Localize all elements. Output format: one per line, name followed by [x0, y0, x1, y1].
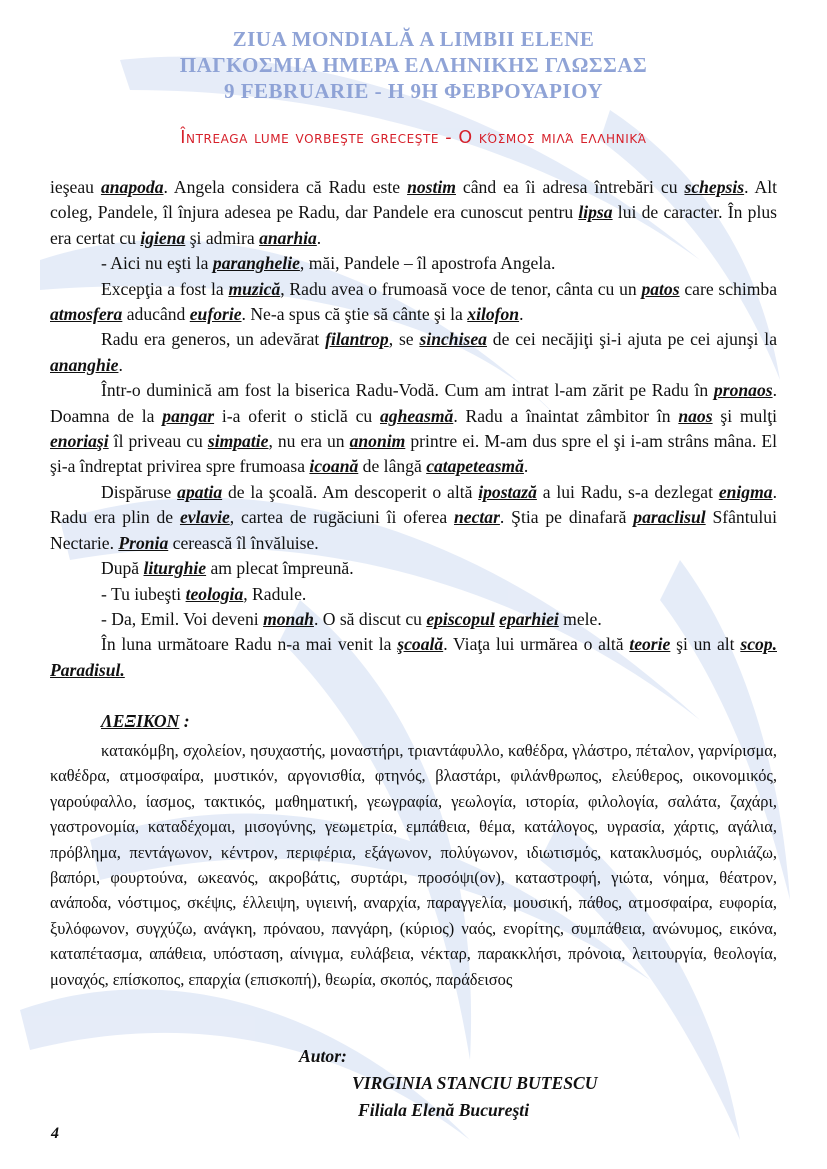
keyword: eparhiei [499, 608, 559, 629]
keyword: teologia [185, 583, 244, 604]
keyword: agheasmă [379, 405, 454, 426]
keyword: sinchisea [419, 329, 487, 350]
keyword: atmosfera [50, 304, 123, 325]
paragraph-3: Excepţia a fost la muzică, Radu avea o frumoasă voce de tenor, cânta cu un patos care schimba atmosfera aducând euforie. Ne-a spus că ştie să cânte şi la xilofon. [50, 278, 778, 325]
keyword: nectar [453, 507, 500, 528]
keyword: scop. [740, 634, 777, 655]
header-title-gr: ΠΑΓΚΟΣΜΙΑ ΗΜΕΡΑ ΕΛΛΗΝΙΚΗΣ ΓΛΩΣΣΑΣ [179, 53, 648, 77]
keyword: Paradisul. [50, 659, 125, 680]
keyword: patos [641, 278, 680, 299]
keyword: filantrop [325, 329, 389, 350]
story-body [50, 175, 777, 683]
page-number: 4 [51, 1125, 59, 1142]
paragraph-9: - Da, Emil. Voi deveni monah. O să discut cu episcopul eparhiei mele. [101, 608, 602, 629]
keyword: catapeteasmă [426, 456, 524, 477]
author-name: VIRGINIA STANCIU BUTESCU [352, 1073, 598, 1093]
paragraph-7: După liturghie am plecat împreună. [101, 558, 354, 579]
keyword: xilofon [467, 304, 520, 325]
keyword: pangar [162, 405, 215, 426]
keyword: liturghie [143, 558, 207, 579]
keyword: paranghelie [212, 253, 300, 274]
author-organization: Filiala Elenă Bucureşti [358, 1100, 530, 1120]
keyword: ananghie [50, 354, 119, 375]
keyword: şcoală [397, 634, 444, 655]
keyword: euforie [189, 304, 242, 325]
keyword: nostim [407, 177, 456, 197]
keyword: episcopul [426, 608, 495, 629]
keyword: icoană [309, 456, 359, 477]
keyword: monah [263, 608, 314, 629]
paragraph-1: ieşeau anapoda. Angela considera că Radu este nostim când ea îi adresa întrebări cu schepsis. Alt coleg, Pandele, îl înjura adesea pe Radu, dar Pandele era cunoscut pentru lipsa lui de caracter. În plus era certat cu igiena şi admira anarhia. [50, 177, 778, 248]
keyword: anarhia [259, 227, 317, 248]
subtitle: Întreaga lume vorbeşte greceşte - Ο κόσμος μιλά ελληνικά [180, 128, 647, 148]
keyword: enigma [718, 481, 773, 502]
keyword: evlavie [179, 507, 230, 528]
paragraph-2: - Aici nu eşti la paranghelie, măi, Pandele – îl apostrofa Angela. [101, 253, 556, 274]
keyword: muzică [228, 278, 281, 299]
keyword: naos [678, 405, 713, 426]
header-date: 9 FEBRUARIE - Η 9Η ΦΕΒΡΟΥΑΡΙΟΥ [223, 79, 604, 103]
keyword: anapoda [100, 177, 164, 197]
header-title-ro: ZIUA MONDIALĂ A LIMBII ELENE [232, 27, 595, 51]
keyword: anonim [349, 431, 406, 452]
keyword: apatia [177, 481, 223, 502]
keyword: igiena [140, 227, 186, 248]
paragraph-10: În luna următoare Radu n-a mai venit la şcoală. Viaţa lui urmărea o altă teorie şi un alt scop. Paradisul. [50, 634, 777, 680]
author-label: Autor: [299, 1046, 347, 1066]
paragraph-5: Într-o duminică am fost la biserica Radu-Vodă. Cum am intrat l-am zărit pe Radu în pronaos. Doamna de la pangar i-a oferit o sticlă cu agheasmă. Radu a înaintat zâmbitor în naos şi mulţi enoriaşi îl priveau cu simpatie, nu era un anonim printre ei. M-am dus spre el şi i-am strâns mâna. El şi-a îndreptat privirea spre frumoasa icoană de lângă catapeteasmă. [50, 380, 778, 477]
paragraph-4: Radu era generos, un adevărat filantrop, se sinchisea de cei necăjiţi şi-i ajuta pe cei ajunşi la ananghie. [50, 329, 777, 375]
header [0, 26, 827, 104]
keyword: teorie [629, 634, 671, 655]
lexicon-heading: ΛΕΞΙΚΟΝ [101, 711, 180, 731]
keyword: lipsa [578, 202, 613, 223]
paragraph-6: Dispăruse apatia de la şcoală. Am descoperit o altă ipostază a lui Radu, s-a dezlegat enigma. Radu era plin de evlavie, cartea de rugăciuni îi oferea nectar. Ştia pe dinafară paraclisul Sfântului Nectarie. Pronia cerească îl învăluise. [50, 481, 777, 553]
lexicon-text: κατακόμβη, σχολείον, ησυχαστής, μοναστήρι, τριαντάφυλλο, καθέδρα, γλάστρο, πέταλον, γαρνίρισμα, καθέδρα, ατμοσφαίρα, μυστικόν, αργονισθία, φτηνός, βλαστάρι, φιλάνθρωπος, ελεύθερος, οικονομικός, γαρούφαλλο, ίασμος, τακτικός, μαθηματική, γεωγραφία, γεωλογία, ιστορία, φιλολογία, σαλάτα, ζαχάρι, γαστρονομία, καταδέχομαι, μισογύνης, γεωμετρία, εμπάθεια, θέμα, κατάλογος, υγρασία, χάρτις, αγάλια, πρόβλημα, πεντάγωνον, κέντρον, περιφέρια, εξάγωνον, πολύγωνον, ιδιωτισμός, κατακλυσμός, ουρλιάζω, βαπόρι, φουρτούνα, ωκεανός, ακροβάτις, συρτάρι, προσόψι(ον), καταστροφή, γιώτα, νόημα, θέατρον, ανάποδα, νόστιμος, σκέψις, έλλειψη, υγιεινή, αναρχία, παραγγελία, μουσική, πάθος, ατμοσφαίρα, ευφορία, ξυλόφωνον, συγχύζω, ανάγκη, πρόναου, πανγάρη, (κύριος) ναός, ενορίτης, συμπάθεια, ανώνυμος, εικόνα, καταπέτασμα, απάθεια, υπόσταση, αίνιγμα, ευλάβεια, νέκταρ, παρακκλήσι, πρόνοια, λειτουργία, θεολογία, μοναχός, επίσκοπος, επαρχία (επισκοπή), θεωρία, σκοπός, παράδεισος [50, 741, 777, 989]
lexicon-title [101, 711, 190, 732]
keyword: pronaos [713, 380, 773, 401]
keyword: schepsis [684, 177, 745, 197]
keyword: ipostază [478, 481, 537, 502]
lexicon-colon: : [179, 711, 190, 731]
keyword: simpatie [207, 431, 269, 452]
keyword: paraclisul [633, 507, 706, 528]
keyword: Pronia [118, 532, 169, 553]
keyword: enoriaşi [50, 431, 109, 452]
paragraph-8: - Tu iubeşti teologia, Radule. [101, 583, 307, 604]
